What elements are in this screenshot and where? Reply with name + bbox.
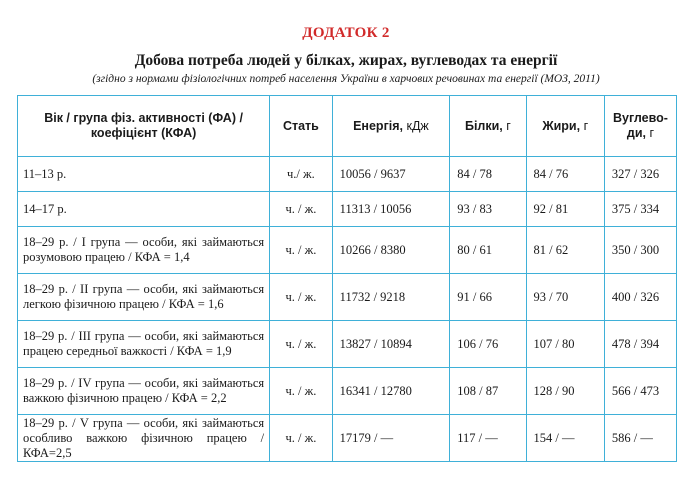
cell-protein: 93 / 83	[450, 192, 526, 227]
cell-protein: 117 / —	[450, 415, 526, 462]
cell-sex: ч. / ж.	[270, 274, 333, 321]
cell-carbs: 478 / 394	[604, 321, 676, 368]
table-row	[18, 157, 677, 192]
cell-sex: ч. / ж.	[270, 227, 333, 274]
cell-carbs: 566 / 473	[604, 368, 676, 415]
cell-sex: ч. / ж.	[270, 321, 333, 368]
cell-energy: 17179 / —	[332, 415, 450, 462]
cell-fat: 107 / 80	[526, 321, 604, 368]
cell-protein: 108 / 87	[450, 368, 526, 415]
header-protein-unit: г	[506, 118, 511, 133]
header-carbs-line1: Вуглево-	[613, 111, 668, 125]
cell-age: 18–29 р. / IV група — особи, які займаються важкою фізичною працею / КФА = 2,2	[18, 368, 270, 415]
appendix-label: ДОДАТОК 2	[302, 25, 390, 41]
cell-age: 18–29 р. / І група — особи, які займаються розумовою працею / КФА = 1,4	[18, 227, 270, 274]
cell-carbs: 327 / 326	[604, 157, 676, 192]
cell-age: 18–29 р. / V група — особи, які займаються особливо важкою фізичною працею / КФА=2,5	[18, 415, 270, 462]
cell-protein: 80 / 61	[450, 227, 526, 274]
header-carbs-line2: ди,	[626, 126, 646, 140]
header-age: Вік / група фіз. активності (ФА) / коефіцієнт (КФА)	[18, 96, 270, 157]
nutrition-table	[17, 95, 677, 462]
table-header-row	[18, 96, 677, 157]
table-row	[18, 227, 677, 274]
cell-protein: 91 / 66	[450, 274, 526, 321]
cell-carbs: 375 / 334	[604, 192, 676, 227]
cell-sex: ч. / ж.	[270, 192, 333, 227]
cell-energy: 13827 / 10894	[332, 321, 450, 368]
cell-fat: 154 / —	[526, 415, 604, 462]
cell-fat: 84 / 76	[526, 157, 604, 192]
page-title: Добова потреба людей у білках, жирах, вуглеводах та енергії	[134, 52, 558, 69]
cell-energy: 10056 / 9637	[332, 157, 450, 192]
cell-age: 18–29 р. / ІІ група — особи, які займаються легкою фізичною працею / КФА = 1,6	[18, 274, 270, 321]
header-protein	[450, 96, 526, 157]
page-subtitle: (згідно з нормами фізіологічних потреб населення України в харчових речовинах та енергії (МОЗ, 2011)	[92, 73, 600, 85]
cell-age: 11–13 р.	[18, 157, 270, 192]
header-carbs	[604, 96, 676, 157]
header-energy	[332, 96, 450, 157]
cell-fat: 92 / 81	[526, 192, 604, 227]
header-fat-label: Жири,	[542, 118, 581, 133]
header-sex: Стать	[270, 96, 333, 157]
cell-fat: 81 / 62	[526, 227, 604, 274]
header-fat	[526, 96, 604, 157]
cell-sex: ч./ ж.	[270, 157, 333, 192]
cell-carbs: 586 / —	[604, 415, 676, 462]
table-row	[18, 368, 677, 415]
cell-protein: 106 / 76	[450, 321, 526, 368]
cell-carbs: 400 / 326	[604, 274, 676, 321]
header-carbs-unit: г	[649, 126, 655, 140]
cell-age: 14–17 р.	[18, 192, 270, 227]
cell-age: 18–29 р. / ІІІ група — особи, які займаються працею середньої важкості / КФА = 1,9	[18, 321, 270, 368]
table-row	[18, 192, 677, 227]
header-protein-label: Білки,	[464, 118, 503, 133]
cell-sex: ч. / ж.	[270, 368, 333, 415]
cell-sex: ч. / ж.	[270, 415, 333, 462]
cell-energy: 11313 / 10056	[332, 192, 450, 227]
cell-fat: 93 / 70	[526, 274, 604, 321]
table-row	[18, 274, 677, 321]
cell-energy: 11732 / 9218	[332, 274, 450, 321]
cell-energy: 10266 / 8380	[332, 227, 450, 274]
cell-fat: 128 / 90	[526, 368, 604, 415]
table-row	[18, 321, 677, 368]
cell-protein: 84 / 78	[450, 157, 526, 192]
table-row	[18, 415, 677, 462]
header-energy-unit: кДж	[406, 118, 429, 133]
cell-carbs: 350 / 300	[604, 227, 676, 274]
header-energy-label: Енергія,	[353, 118, 404, 133]
cell-energy: 16341 / 12780	[332, 368, 450, 415]
header-fat-unit: г	[583, 118, 589, 133]
